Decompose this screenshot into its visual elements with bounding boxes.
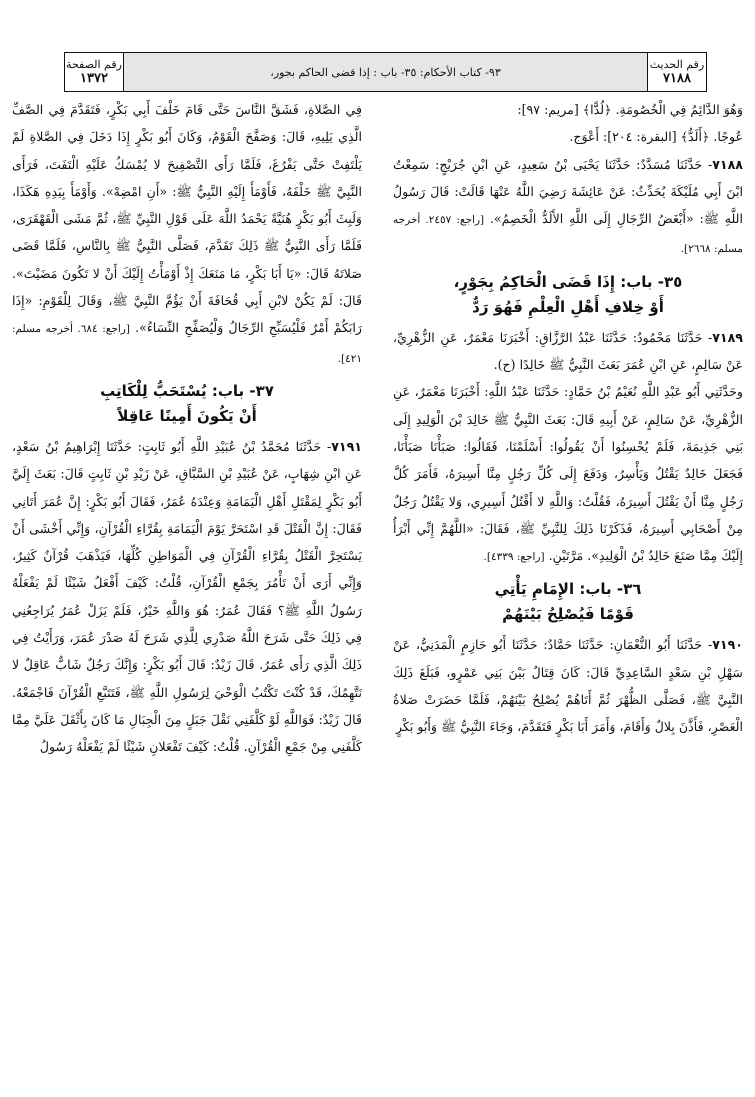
running-title-box — [124, 52, 647, 92]
hadith-number: ٧١٨٩ — [712, 329, 743, 345]
page-header — [64, 52, 707, 92]
left-column — [12, 96, 362, 761]
hadith-reference: [راجع: ٢٤٥٧. أخرجه مسلم: ٢٦٦٨]. — [393, 214, 743, 256]
hadith-text: - حَدَّثَنَا مُحَمَّدُ بْنُ عُبَيْدِ اللَّهِ أَبُو ثَابِتٍ: حَدَّثَنَا إِبْرَاهِيمُ بْنُ سَعْدٍ، عَنِ ابْنِ شِهَابٍ، عَنْ عُبَيْدِ بْنِ السَّبَّاقِ، عَنْ زَيْدِ بْنِ ثَابِتٍ قَالَ: بَعَثَ إِلَيَّ أَبُو بَكْرٍ لِمَقْتَلِ أَهْلِ الْيَمَامَةِ وَعِنْدَهُ عُمَرُ، فَقَالَ أَبُو بَكْرٍ: إِنَّ عُمَرَ أَتَانِي فَقَالَ: إِنَّ الْقَتْلَ قَدِ اسْتَحَرَّ يَوْمَ الْيَمَامَةِ بِقُرَّاءِ الْقُرْآنِ، وَإِنِّي أَخْشَى أَنْ يَسْتَحِرَّ الْقَتْلُ بِقُرَّاءِ الْقُرْآنِ فِي الْمَوَاطِنِ كُلِّهَا، فَيَذْهَبَ قُرْآنٌ كَثِيرٌ، وَإِنِّي أَرَى أَنْ تَأْمُرَ بِجَمْعِ الْقُرْآنِ، قُلْتُ: كَيْفَ أَفْعَلُ شَيْئًا لَمْ يَفْعَلْهُ رَسُولُ اللَّهِ ﷺ؟ فَقَالَ عُمَرُ: هُوَ وَاللَّهِ خَيْرٌ، فَلَمْ يَزَلْ عُمَرُ يُرَاجِعُنِي فِي ذَلِكَ حَتَّى شَرَحَ اللَّهُ صَدْرِي لِلَّذِي شَرَحَ لَهُ صَدْرَ عُمَرَ، وَرَأَيْتُ فِي ذَلِكَ الَّذِي رَأَى عُمَرُ. قَالَ زَيْدٌ: قَالَ أَبُو بَكْرٍ: وَإِنَّكَ رَجُلٌ شَابٌّ عَاقِلٌ لا نَتَّهِمُكَ، قَدْ كُنْتَ تَكْتُبُ الْوَحْيَ لِرَسُولِ اللَّهِ ﷺ، فَتَتَبَّعِ الْقُرْآنَ فَاجْمَعْهُ. قَالَ زَيْدٌ: فَوَاللَّهِ لَوْ كَلَّفَنِي نَقْلَ جَبَلٍ مِنَ الْجِبَالِ مَا كَانَ بِأَثْقَلَ عَلَيَّ مِمَّا كَلَّفَنِي مِنْ جَمْعِ الْقُرْآنِ. قُلْتُ: كَيْفَ تَفْعَلانِ شَيْئًا لَمْ يَفْعَلْهُ رَسُولُ — [12, 438, 362, 755]
hadith-number-box — [647, 52, 707, 92]
hadith-7190-continuation — [12, 96, 362, 373]
hadith-number: ٧١٩٠ — [712, 637, 743, 653]
hadith-number-range: ٧١٨٨ — [663, 71, 691, 86]
hadith-7190 — [393, 631, 743, 740]
page-number-box — [64, 52, 124, 92]
chapter-heading-line: ٣٧- باب: يُسْتَحَبُّ لِلْكَاتِبِ — [100, 381, 274, 400]
chapter-heading-line: قَوْمًا فَيُصْلِحُ بَيْنَهُمْ — [502, 605, 634, 624]
right-column — [393, 96, 743, 741]
chapter-heading-line: أَوْ خِلافِ أَهْلِ الْعِلْمِ فَهُوَ رَدٌّ — [472, 297, 664, 316]
page-number: ١٣٧٢ — [80, 71, 108, 86]
hadith-number-label: رقم الحديث — [649, 58, 705, 71]
verse-line-2: عُوجًا. ﴿أَلَدُّ﴾ [البقرة: ٢٠٤]: أَعْوَج. — [569, 129, 743, 145]
hadith-reference: [راجع: ٦٨٤. أخرجه مسلم: ٤٢١]. — [12, 323, 362, 365]
hadith-text: - حَدَّثَنَا مَحْمُودٌ: حَدَّثَنَا عَبْدُ الرَّزَّاقِ: أَخْبَرَنَا مَعْمَرٌ، عَنِ الزُّهْرِيِّ، عَنْ سَالِمٍ، عَنِ ابْنِ عُمَرَ بَعَثَ النَّبِيُّ ﷺ خَالِدًا (ح). — [393, 329, 743, 373]
hadith-7188 — [393, 151, 743, 264]
hadith-7191 — [12, 433, 362, 761]
hadith-number: ٧١٨٨ — [712, 156, 743, 172]
text-columns — [6, 96, 749, 1092]
chapter-heading-37 — [12, 379, 362, 429]
chapter-heading-36 — [393, 577, 743, 627]
chapter-heading-line: ٣٦- باب: الإِمَامِ يَأْتِي — [494, 580, 642, 599]
hadith-reference: [راجع: ٤٣٣٩]. — [483, 551, 545, 564]
chapter-heading-line: ٣٥- باب: إِذَا قَضَى الْحَاكِمُ بِجَوْرٍ، — [453, 272, 683, 291]
hadith-text: فِي الصَّلاةِ، فَشَقَّ النَّاسَ حَتَّى قَامَ خَلْفَ أَبِي بَكْرٍ، فَتَقَدَّمَ فِي الصَّفِّ الَّذِي يَلِيهِ، قَالَ: وَصَفَّحَ الْقَوْمُ، وَكَانَ أَبُو بَكْرٍ إِذَا دَخَلَ فِي الصَّلاةِ لَمْ يَلْتَفِتْ حَتَّى يَفْرُغَ، فَلَمَّا رَأَى التَّصْفِيحَ لا يُمْسَكُ عَلَيْهِ الْتَفَتَ، فَرَأَى النَّبِيَّ ﷺ خَلْفَهُ، فَأَوْمَأَ إِلَيْهِ النَّبِيُّ ﷺ: «أَنِ امْضِهْ». وَأَوْمَأَ بِيَدِهِ هَكَذَا، وَلَبِثَ أَبُو بَكْرٍ هُنَيَّةً يَحْمَدُ اللَّهَ عَلَى قَوْلِ النَّبِيِّ ﷺ، ثُمَّ مَشَى الْقَهْقَرَى، فَلَمَّا رَأَى النَّبِيُّ ﷺ ذَلِكَ تَقَدَّمَ، فَصَلَّى النَّبِيُّ ﷺ بِالنَّاسِ، فَلَمَّا قَضَى صَلاتَهُ قَالَ: «يَا أَبَا بَكْرٍ، مَا مَنَعَكَ إِذْ أَوْمَأْتُ إِلَيْكَ أَنْ لا تَكُونَ مَضَيْتَ». قَالَ: لَمْ يَكُنْ لابْنِ أَبِي قُحَافَةَ أَنْ يَؤُمَّ النَّبِيَّ ﷺ، وَقَالَ لِلْقَوْمِ: «إِذَا رَابَكُمْ أَمْرٌ فَلْيُسَبِّحِ الرِّجَالُ وَلْيُصَفِّحِ النِّسَاءُ». — [12, 102, 362, 336]
verse-line-1: وَهُوَ الدَّائِمُ فِي الْخُصُومَةِ. ﴿لُدًّا﴾ [مريم: ٩٧]: — [517, 102, 743, 117]
hadith-text: وحَدَّثَنِي أَبُو عَبْدِ اللَّهِ نُعَيْمُ بْنُ حَمَّادٍ: حَدَّثَنَا عَبْدُ اللَّهِ: أَخْبَرَنَا مَعْمَرٌ، عَنِ الزُّهْرِيِّ، عَنْ سَالِمٍ، عَنْ أَبِيهِ قَالَ: بَعَثَ النَّبِيُّ ﷺ خَالِدَ بْنَ الْوَلِيدِ إِلَى بَنِي جَذِيمَةَ، فَلَمْ يُحْسِنُوا أَنْ يَقُولُوا: أَسْلَمْنَا، فَقَالُوا: صَبَأْنَا صَبَأْنَا، فَجَعَلَ خَالِدٌ يَقْتُلُ وَيَأْسِرُ، وَدَفَعَ إِلَى كُلِّ رَجُلٍ مِنَّا أَسِيرَهُ، فَأَمَرَ كُلَّ رَجُلٍ مِنَّا أَنْ يَقْتُلَ أَسِيرَهُ، فَقُلْتُ: وَاللَّهِ لا أَقْتُلُ أَسِيرِي، وَلا يَقْتُلُ رَجُلٌ مِنْ أَصْحَابِي أَسِيرَهُ، فَذَكَرْنَا ذَلِكَ لِلنَّبِيِّ ﷺ، فَقَالَ: «اللَّهُمَّ إِنِّي أَبْرَأُ إِلَيْكَ مِمَّا صَنَعَ خَالِدُ بْنُ الْوَلِيدِ». مَرَّتَيْنِ. — [393, 384, 743, 564]
hadith-7189 — [393, 324, 743, 379]
hadith-7189-second-chain — [393, 378, 743, 571]
hadith-text: - حَدَّثَنَا مُسَدَّدٌ: حَدَّثَنَا يَحْيَى بْنُ سَعِيدٍ، عَنِ ابْنِ جُرَيْجٍ: سَمِعْتُ ابْنَ أَبِي مُلَيْكَةَ يُحَدِّثُ: عَنْ عَائِشَةَ رَضِيَ اللَّهُ عَنْهَا قَالَتْ: قَالَ رَسُولُ اللَّهِ ﷺ: «أَبْغَضُ الرِّجَالِ إِلَى اللَّهِ الأَلَدُّ الْخَصِمُ». — [393, 156, 743, 227]
chapter-heading-35 — [393, 270, 743, 320]
hadith-text: - حَدَّثَنَا أَبُو النُّعْمَانِ: حَدَّثَنَا حَمَّادٌ: حَدَّثَنَا أَبُو حَازِمٍ الْمَدَنِيُّ، عَنْ سَهْلِ بْنِ سَعْدٍ السَّاعِدِيِّ قَالَ: كَانَ قِتَالٌ بَيْنَ بَنِي عَمْرٍو، فَبَلَغَ ذَلِكَ النَّبِيَّ ﷺ، فَصَلَّى الظُّهْرَ ثُمَّ أَتَاهُمْ يُصْلِحُ بَيْنَهُمْ، فَلَمَّا حَضَرَتْ صَلاةُ الْعَصْرِ، فَأَذَّنَ بِلالٌ وَأَقَامَ، وَأَمَرَ أَبَا بَكْرٍ فَتَقَدَّمَ، وَجَاءَ النَّبِيُّ ﷺ وَأَبُو بَكْرٍ — [393, 637, 743, 735]
page-number-label: رقم الصفحة — [66, 58, 122, 71]
chapter-heading-line: أَنْ يَكُونَ أَمِينًا عَاقِلاً — [117, 406, 257, 425]
running-title: ٩٣- كتاب الأحكام: ٣٥- باب : إذا قضى الحاكم بجور، — [270, 65, 501, 79]
hadith-number: ٧١٩١ — [331, 438, 362, 454]
